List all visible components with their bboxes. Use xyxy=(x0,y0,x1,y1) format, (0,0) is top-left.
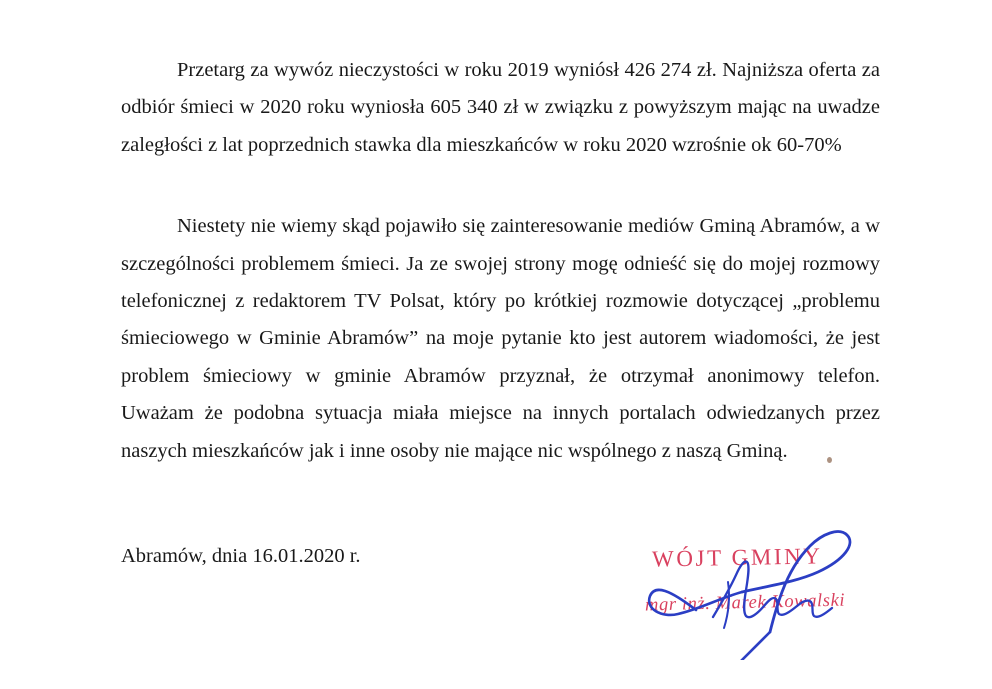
paragraph-spacer xyxy=(121,164,880,208)
stamp-title-text: WÓJT GMINY xyxy=(651,543,823,572)
handwritten-signature-icon xyxy=(600,520,930,660)
document-body xyxy=(121,52,880,470)
signature-block xyxy=(600,520,930,660)
scan-speck-artifact xyxy=(827,457,832,463)
stamp-name-text: mgr inż. Marek Kowalski xyxy=(644,590,846,616)
date-line: Abramów, dnia 16.01.2020 r. xyxy=(121,545,361,567)
paragraph-tender: Przetarg za wywóz nieczystości w roku 2019 wyniósł 426 274 zł. Najniższa oferta za odbiór śmieci w 2020 roku wyniosła 605 340 zł w związku z powyższym mając na uwadze zaległości z lat poprzednich stawka dla mieszkańców w roku 2020 wzrośnie ok 60-70% xyxy=(121,59,880,156)
paragraph-media: Niestety nie wiemy skąd pojawiło się zainteresowanie mediów Gminą Abramów, a w szczególności problemem śmieci. Ja ze swojej strony mogę odnieść się do mojej rozmowy telefonicznej z redaktorem TV Polsat, który po krótkiej rozmowie dotyczącej „problemu śmieciowego w Gminie Abramów” na moje pytanie kto jest autorem wiadomości, że jest problem śmieciowy w gminie Abramów przyznał, że otrzymał anonimowy telefon. Uważam że podobna sytuacja miała miejsce na innych portalach odwiedzanych przez naszych mieszkańców jak i inne osoby nie mające nic wspólnego z naszą Gminą. xyxy=(121,215,880,462)
